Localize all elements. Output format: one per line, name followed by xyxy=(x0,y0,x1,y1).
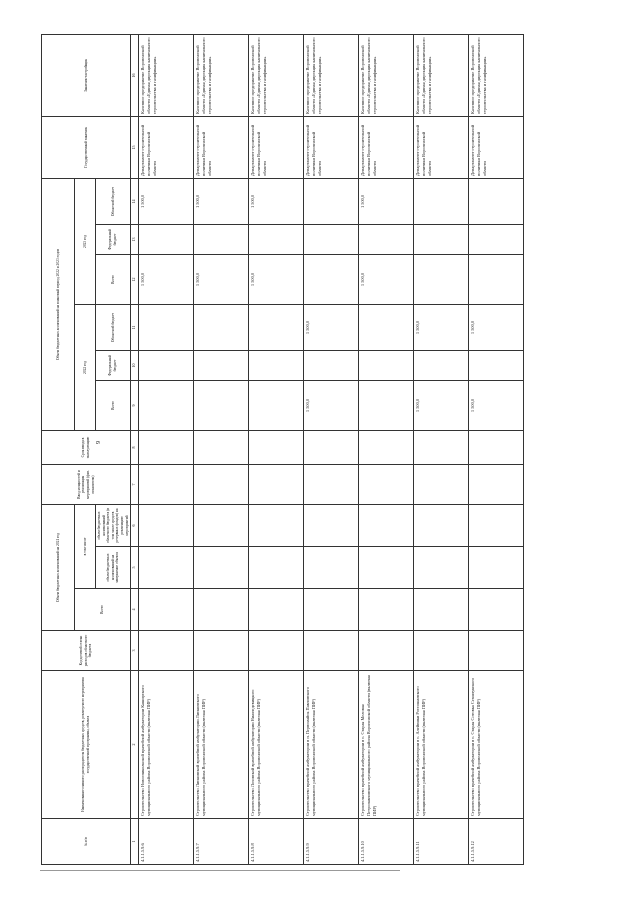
row-2021-sub1 xyxy=(469,547,524,589)
row-commission-date xyxy=(359,430,414,464)
column-number: 15 xyxy=(131,116,139,178)
row-code: 4.1.1.5.9.9 xyxy=(304,819,359,865)
row-developer: Казенное предприятие Воронежской области «Единая дирекция капитального строительства и газификации» xyxy=(304,34,359,116)
header-2022-total: Всего xyxy=(96,380,131,430)
row-2023-total: 1 500,0 xyxy=(249,254,304,304)
row-2023-federal xyxy=(359,224,414,254)
page-number: 9 xyxy=(96,441,102,444)
column-number: 7 xyxy=(131,464,139,504)
row-developer: Казенное предприятие Воронежской области «Единая дирекция капитального строительства и газификации» xyxy=(194,34,249,116)
row-2022-total: 1 500,0 xyxy=(414,380,469,430)
row-2021-total xyxy=(194,589,249,631)
row-2021-sub1 xyxy=(359,547,414,589)
header-2021-sub1: объем бюджетных ассигнований на завершение объекта xyxy=(96,547,131,589)
column-number: 13 xyxy=(131,224,139,254)
row-2021-sub2 xyxy=(304,504,359,546)
row-developer: Казенное предприятие Воронежской области «Единая дирекция капитального строительства и газификации» xyxy=(414,34,469,116)
row-2023-total xyxy=(414,254,469,304)
row-capacity xyxy=(359,464,414,504)
row-customer: Департамент строительной политики Воронежской области xyxy=(249,116,304,178)
row-budget-code xyxy=(359,631,414,671)
row-2023-total: 1 500,0 xyxy=(194,254,249,304)
header-2021-total: Всего xyxy=(75,589,131,631)
row-2023-regional xyxy=(304,178,359,224)
table-row xyxy=(414,34,469,864)
row-customer: Департамент строительной политики Воронежской области xyxy=(304,116,359,178)
row-customer: Департамент строительной политики Воронежской области xyxy=(359,116,414,178)
row-2022-federal xyxy=(249,350,304,380)
row-2023-federal xyxy=(194,224,249,254)
column-number: 8 xyxy=(131,430,139,464)
row-2022-regional xyxy=(194,304,249,350)
row-name: Строительство врачебной амбулатории в с. Старая Сотовка Семилукского муниципального района Воронежской области (включая ПИР) xyxy=(469,671,524,819)
row-2023-regional: 1 500,0 xyxy=(249,178,304,224)
row-developer: Казенное предприятие Воронежской области «Единая дирекция капитального строительства и газификации» xyxy=(249,34,304,116)
row-2021-total xyxy=(469,589,524,631)
row-2022-regional xyxy=(359,304,414,350)
row-2023-regional: 1 500,0 xyxy=(359,178,414,224)
row-developer: Казенное предприятие Воронежской области «Единая дирекция капитального строительства и газификации» xyxy=(139,34,194,116)
row-name: Строительство Лискинской врачебной амбулатории Лискинского муниципального района Воронежской области (включая ПИР) xyxy=(194,671,249,819)
row-name: Строительство врачебной амбулатории в п. Первомайск Павловского муниципального района Воронежской области (включая ПИР) xyxy=(304,671,359,819)
row-2021-sub2 xyxy=(469,504,524,546)
row-2021-sub1 xyxy=(414,547,469,589)
row-2023-regional xyxy=(414,178,469,224)
row-2022-total xyxy=(249,380,304,430)
row-commission-date xyxy=(469,430,524,464)
header-planning-period: Объем бюджетных ассигнований на плановый период 2022 и 2023 годов xyxy=(42,178,75,430)
row-2022-regional xyxy=(249,304,304,350)
row-2022-federal xyxy=(194,350,249,380)
header-2023-regional: Областной бюджет xyxy=(96,178,131,224)
row-2022-federal xyxy=(359,350,414,380)
row-name: Строительство Новоеникольской врачебной амбулатории Каширского муниципального района Воронежской области (включая ПИР) xyxy=(139,671,194,819)
row-2023-federal xyxy=(414,224,469,254)
row-budget-code xyxy=(194,631,249,671)
row-capacity xyxy=(249,464,304,504)
row-2022-federal xyxy=(469,350,524,380)
header-capacity: Ввод мощностей и реализация мероприятий (физ. показатели) xyxy=(42,464,131,504)
row-commission-date xyxy=(139,430,194,464)
row-code: 4.1.1.5.9.6 xyxy=(139,819,194,865)
column-number: 9 xyxy=(131,380,139,430)
row-2022-regional: 1 500,0 xyxy=(469,304,524,350)
table-row xyxy=(139,34,194,864)
row-2021-total xyxy=(139,589,194,631)
row-2021-sub1 xyxy=(304,547,359,589)
row-2021-sub1 xyxy=(249,547,304,589)
row-budget-code xyxy=(414,631,469,671)
column-number: 5 xyxy=(131,547,139,589)
row-2023-federal xyxy=(139,224,194,254)
row-2021-sub2 xyxy=(249,504,304,546)
row-developer: Казенное предприятие Воронежской области «Единая дирекция капитального строительства и газификации» xyxy=(359,34,414,116)
row-2023-regional: 1 500,0 xyxy=(139,178,194,224)
column-number: 16 xyxy=(131,34,139,116)
row-budget-code xyxy=(139,631,194,671)
row-budget-code xyxy=(469,631,524,671)
row-2023-federal xyxy=(469,224,524,254)
row-customer: Департамент строительной политики Воронежской области xyxy=(139,116,194,178)
column-number: 1 xyxy=(131,819,139,865)
row-customer: Департамент строительной политики Воронежской области xyxy=(194,116,249,178)
row-developer: Казенное предприятие Воронежской области «Единая дирекция капитального строительства и газификации» xyxy=(469,34,524,116)
row-code: 4.1.1.5.9.10 xyxy=(359,819,414,865)
header-num: № п/п xyxy=(42,819,131,865)
rotated-table-wrapper xyxy=(41,35,511,865)
footer-rule xyxy=(40,870,400,871)
header-2023-total: Всего xyxy=(96,254,131,304)
column-number-row xyxy=(131,34,139,864)
row-customer: Департамент строительной политики Воронежской области xyxy=(469,116,524,178)
column-number: 12 xyxy=(131,254,139,304)
row-capacity xyxy=(414,464,469,504)
row-2021-sub2 xyxy=(139,504,194,546)
row-capacity xyxy=(469,464,524,504)
column-number: 14 xyxy=(131,178,139,224)
row-commission-date xyxy=(249,430,304,464)
table-body xyxy=(139,34,524,864)
header-code: Код целевой статьи расходов областного бюджета xyxy=(42,631,131,671)
column-number: 6 xyxy=(131,504,139,546)
row-budget-code xyxy=(249,631,304,671)
header-year-2023: 2023 год xyxy=(75,178,96,304)
row-commission-date xyxy=(304,430,359,464)
row-2022-total: 1 500,0 xyxy=(469,380,524,430)
column-number: 11 xyxy=(131,304,139,350)
row-2021-sub2 xyxy=(414,504,469,546)
row-2021-total xyxy=(249,589,304,631)
row-2022-federal xyxy=(304,350,359,380)
row-2023-total xyxy=(304,254,359,304)
row-2023-federal xyxy=(249,224,304,254)
row-commission-date xyxy=(194,430,249,464)
row-capacity xyxy=(194,464,249,504)
row-2022-total: 1 500,0 xyxy=(304,380,359,430)
row-2022-total xyxy=(139,380,194,430)
row-2021-sub2 xyxy=(194,504,249,546)
header-commission-date: Срок ввода в эксплуатацию xyxy=(42,430,131,464)
row-2023-total: 1 500,0 xyxy=(359,254,414,304)
row-code: 4.1.1.5.9.7 xyxy=(194,819,249,865)
row-2023-total xyxy=(469,254,524,304)
row-commission-date xyxy=(414,430,469,464)
row-2021-sub1 xyxy=(139,547,194,589)
header-developer: Заказчик-застройщик xyxy=(42,34,131,116)
row-2023-total: 1 500,0 xyxy=(139,254,194,304)
row-2022-federal xyxy=(414,350,469,380)
row-2022-regional xyxy=(139,304,194,350)
header-name: Наименование главного распорядителя бюджетных средств, реализуемого мероприятия государственной программы, объекта xyxy=(42,671,131,819)
row-capacity xyxy=(304,464,359,504)
header-2022-regional: Областной бюджет xyxy=(96,304,131,350)
table-row xyxy=(359,34,414,864)
row-code: 4.1.1.5.9.11 xyxy=(414,819,469,865)
row-name: Строительство Лозовской врачебной амбулатории Нижнедевицкого муниципального района Воронежской области (включая ПИР) xyxy=(249,671,304,819)
row-budget-code xyxy=(304,631,359,671)
row-name: Строительство врачебной амбулатории в с. Алейники Россошанского муниципального района Воронежской области (включая ПИР) xyxy=(414,671,469,819)
header-customer: Государственный заказчик xyxy=(42,116,131,178)
capital-investment-table xyxy=(41,34,524,865)
row-name: Строительство врачебной амбулатории в с. Старая Меловая Петропавловского муниципального района Воронежской области (включая ПИР) xyxy=(359,671,414,819)
row-capacity xyxy=(139,464,194,504)
column-number: 2 xyxy=(131,671,139,819)
row-2022-federal xyxy=(139,350,194,380)
table-row xyxy=(469,34,524,864)
table-row xyxy=(194,34,249,864)
row-2021-total xyxy=(414,589,469,631)
row-2021-sub2 xyxy=(359,504,414,546)
row-2021-sub1 xyxy=(194,547,249,589)
header-year-2022: 2022 год xyxy=(75,304,96,430)
row-2023-regional xyxy=(469,178,524,224)
table-row xyxy=(304,34,359,864)
row-2022-regional: 1 500,0 xyxy=(414,304,469,350)
header-2021-sub2: объем бюджетных ассигнований областного бюджета (в том числе средств резервных фондов) на реализацию мероприятий xyxy=(96,504,131,546)
row-2022-total xyxy=(194,380,249,430)
row-code: 4.1.1.5.9.12 xyxy=(469,819,524,865)
row-customer: Департамент строительной политики Воронежской области xyxy=(414,116,469,178)
header-2023-federal: Федеральный бюджет xyxy=(96,224,131,254)
row-2023-federal xyxy=(304,224,359,254)
row-2022-total xyxy=(359,380,414,430)
row-2021-total xyxy=(304,589,359,631)
row-2023-regional: 1 500,0 xyxy=(194,178,249,224)
row-2022-regional: 1 500,0 xyxy=(304,304,359,350)
row-code: 4.1.1.5.9.8 xyxy=(249,819,304,865)
column-number: 4 xyxy=(131,589,139,631)
header-2022-federal: Федеральный бюджет xyxy=(96,350,131,380)
column-number: 10 xyxy=(131,350,139,380)
column-number: 3 xyxy=(131,631,139,671)
header-2021-allocations: Объем бюджетных ассигнований на 2021 год xyxy=(42,504,75,630)
header-2021-including: в том числе xyxy=(75,504,96,588)
row-2021-total xyxy=(359,589,414,631)
table-row xyxy=(249,34,304,864)
